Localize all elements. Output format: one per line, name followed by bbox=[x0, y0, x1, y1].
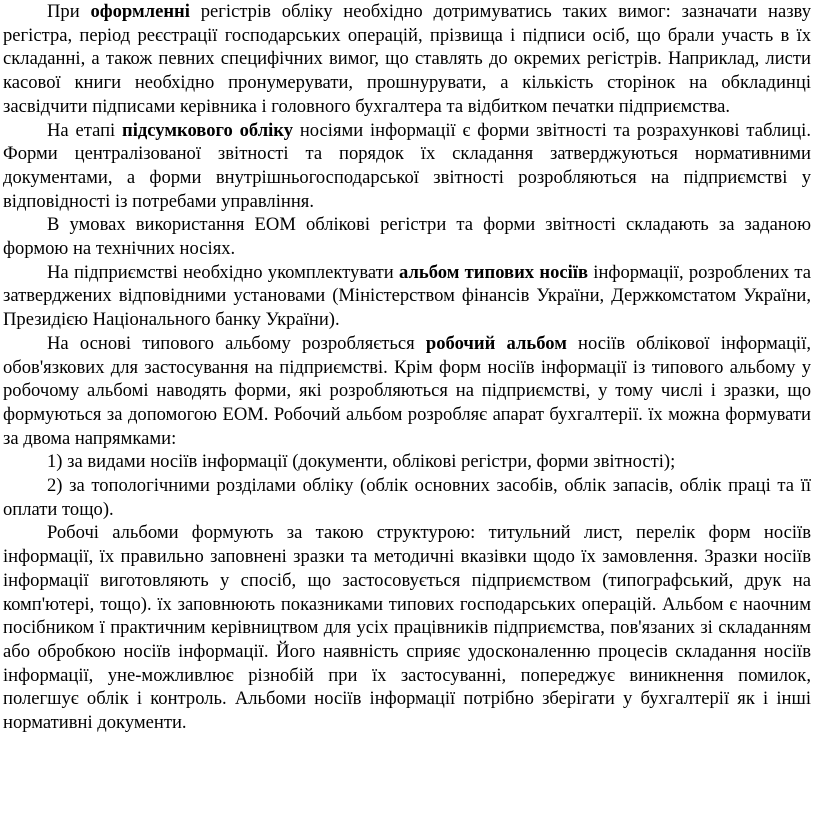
list-item-by-carrier-type bbox=[3, 450, 811, 474]
paragraph-computer-usage bbox=[3, 213, 811, 260]
text-span: носіїв облікової інформації, обов'язкових для застосування на підприємстві. Крім форм носіїв інформації із типового альбому у робочому альбомі наводять форми, які розробляються на підприємстві, у тому числі і зразки, що формуються за допомогою ЕОМ. Робочий альбом розробляє апарат бухгалтерії. їх можна формувати за двома напрямками: bbox=[3, 332, 812, 449]
paragraph-working-album bbox=[3, 332, 811, 451]
document-body bbox=[3, 0, 811, 735]
bold-term-working-album: робочий альбом bbox=[425, 332, 567, 354]
paragraph-registers-formatting bbox=[3, 0, 811, 119]
bold-term-summary-accounting: підсумкового обліку bbox=[121, 119, 294, 141]
text-span: регістрів обліку необхідно дотримуватись таких вимог: зазначати назву регістра, період реєстрації господарських операцій, прізвища і підписи осіб, що брали участь в їх складанні, а також певних специфічних вимог, що ставлять до окремих регістрів. Наприклад, листи касової книги необхідно пронумерувати, прошнурувати, а кількість сторінок на обкладинці засвідчити підписами керівника і головного бухгалтера та відбитком печатки підприємства. bbox=[3, 1, 811, 117]
paragraph-summary-accounting bbox=[3, 119, 811, 214]
text-span: носіями інформації є форми звітності та розрахункові таблиці. Форми централізованої звітності та порядок їх складання затверджуються нормативними документами, а форми внутрішньогосподарської звітності розробляються на підприємстві у відповідності із потребами управління. bbox=[3, 119, 811, 212]
text-span: В умовах використання ЕОМ облікові регістри та форми звітності складають за заданою формою на технічних носіях. bbox=[3, 214, 811, 260]
text-span: 2) за топологічними розділами обліку (облік основних засобів, облік запасів, облік праці та її оплати тощо). bbox=[3, 475, 811, 520]
text-span: Робочі альбоми формують за такою структурою: титульний лист, перелік форм носіїв інформації, їх правильно заповнені зразки та методичні вказівки щодо їх замовлення. Зразки носіїв інформації виготовляють у спосіб, що застосовується підприємством (типографський, друк на комп'ютері, тощо). їх заповнюють показниками типових господарських операцій. Альбом є наочним посібником ї практичним керівництвом для усіх працівників підприємства, пов'язаних зі складанням або обробкою носіїв інформації. Його наявність сприяє удосконаленню процесів складання носіїв інформації, уне-можливлює різнобій при їх застосуванні, попереджує виникнення помилок, полегшує облік і контроль. Альбоми носіїв інформації потрібно зберігати у бухгалтерії як і інші нормативні документи. bbox=[3, 522, 811, 734]
bold-term-typical-album: альбом типових носіїв bbox=[398, 261, 589, 283]
text-span: На підприємстві необхідно укомплектувати bbox=[47, 261, 399, 283]
bold-term-formatting: оформленні bbox=[90, 1, 190, 22]
paragraph-typical-album bbox=[3, 261, 811, 332]
text-span: На основі типового альбому розробляється bbox=[47, 332, 426, 354]
list-item-by-topological-sections bbox=[3, 474, 811, 521]
text-span: 1) за видами носіїв інформації (документи, облікові регістри, форми звітності); bbox=[47, 451, 676, 473]
paragraph-album-structure bbox=[3, 521, 811, 734]
text-span: На етапі bbox=[47, 119, 122, 141]
text-span: При bbox=[47, 1, 91, 22]
text-span: інформації, розроблених та затверджених відповідними установами (Міністерством фінансів України, Держкомстатом України, Президією Національного банку України). bbox=[3, 261, 812, 331]
